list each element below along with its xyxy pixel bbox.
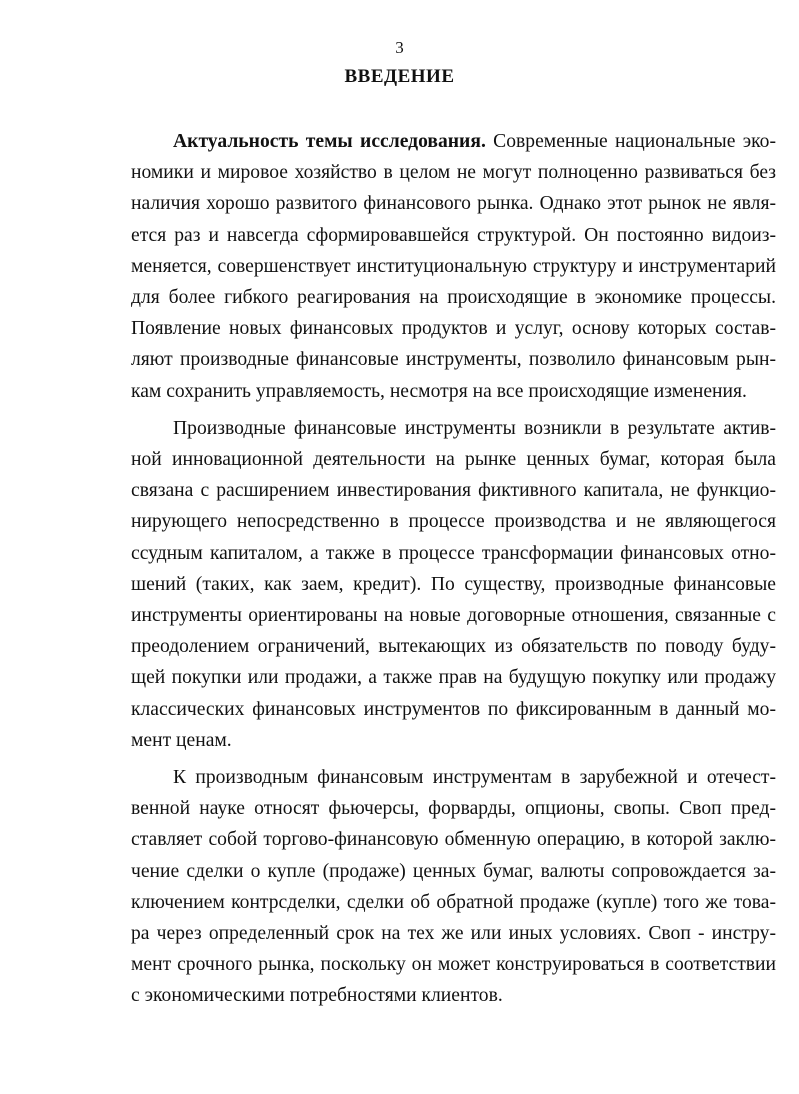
text-line — [131, 126, 776, 157]
text-line: ключением контрсделки, сделки об обратной продаже (купле) того же това- — [131, 891, 776, 913]
text-line: шений (таких, как заем, кредит). По существу, производные финансовые — [131, 573, 776, 595]
lead-phrase: Актуальность темы исследования. — [173, 131, 486, 152]
section-heading: ВВЕДЕНИЕ — [344, 66, 455, 87]
text-line: К производным финансовым инструментам в зарубежной и отечест- — [173, 767, 776, 789]
text-line-content: Современные национальные эко- — [485, 131, 776, 152]
text-line: Появление новых финансовых продуктов и услуг, основу которых состав- — [131, 318, 776, 340]
paragraph-relevance — [131, 126, 776, 407]
text-line: мент ценам. — [131, 729, 232, 751]
text-line: кам сохранить управляемость, несмотря на все происходящие изменения. — [131, 380, 747, 402]
text-line: ссудным капиталом, а также в процессе трансформации финансовых отно- — [131, 542, 776, 564]
text-line: классических финансовых инструментов по фиксированным в данный мо- — [131, 698, 776, 720]
text-line: мент срочного рынка, поскольку он может конструироваться в соответствии — [131, 954, 776, 976]
page-number: 3 — [395, 38, 404, 57]
text-line: меняется, совершенствует институциональную структуру и инструментарий — [131, 255, 776, 277]
text-line: ется раз и навсегда сформировавшейся структурой. Он постоянно видоиз- — [131, 224, 776, 246]
text-line: нирующего непосредственно в процессе производства и не являющегося — [131, 511, 776, 533]
text-line: инструменты ориентированы на новые договорные отношения, связанные с — [131, 605, 776, 627]
body-text — [131, 126, 776, 1012]
text-line: щей покупки или продажи, а также прав на будущую покупку или продажу — [131, 667, 776, 689]
text-line: ляют производные финансовые инструменты, позволило финансовым рын- — [131, 349, 776, 371]
text-line: ной инновационной деятельности на рынке ценных бумаг, которая была — [131, 449, 776, 471]
text-line: связана с расширением инвестирования фиктивного капитала, не функцио- — [131, 480, 776, 502]
text-line: наличия хорошо развитого финансового рынка. Однако этот рынок не явля- — [131, 193, 776, 215]
text-line: номики и мировое хозяйство в целом не могут полноценно развиваться без — [131, 162, 776, 184]
text-line: ра через определенный срок на тех же или иных условиях. Своп - инстру- — [131, 923, 776, 945]
paragraph-derivative-types — [131, 762, 776, 1012]
text-line: чение сделки о купле (продаже) ценных бумаг, валюты сопровождается за- — [131, 860, 776, 882]
text-line: для более гибкого реагирования на происходящие в экономике процессы. — [131, 287, 776, 309]
text-line: Производные финансовые инструменты возникли в результате актив- — [173, 417, 776, 439]
text-line: преодолением ограничений, вытекающих из обязательств по поводу буду- — [131, 636, 776, 658]
text-line: венной науке относят фьючерсы, форварды, опционы, свопы. Своп пред- — [131, 798, 776, 820]
paragraph-derivatives-origin — [131, 413, 776, 756]
text-line: с экономическими потребностями клиентов. — [131, 985, 503, 1007]
text-line: ставляет собой торгово-финансовую обменную операцию, в которой заклю- — [131, 829, 776, 851]
